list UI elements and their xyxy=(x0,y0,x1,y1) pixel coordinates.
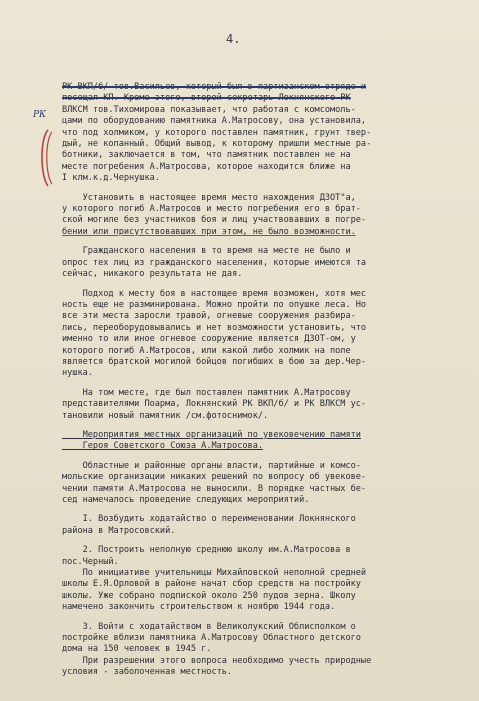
paragraph-gap xyxy=(62,380,466,388)
text-line: школы Е.Я.Орловой в районе начат сбор средств на постройку xyxy=(62,579,361,590)
page-number: 4. xyxy=(226,32,241,46)
text-line: Установить в настоящее время место нахождения ДЗОТ"а, xyxy=(62,192,356,203)
paragraph-gap xyxy=(62,422,466,430)
text-line: района в Матросовский. xyxy=(62,525,176,536)
text-line: I клм.к.д.Чернушка. xyxy=(62,173,160,184)
text-line: является братской могилой бойцов погибших в бою за дер.Чер- xyxy=(62,356,367,367)
text-line: При разрешении этого вопроса необходимо учесть природные xyxy=(62,655,372,666)
paragraph xyxy=(62,545,466,613)
text-line: 3. Войти с ходатайством в Великолукский Облисполком о xyxy=(62,621,356,632)
paragraph xyxy=(62,622,466,679)
text-line: цами по оборудованию памятника А.Матросову, она установила, xyxy=(62,116,367,127)
paragraph xyxy=(62,246,466,280)
margin-bracket-mark xyxy=(34,128,54,188)
paragraph xyxy=(62,193,466,239)
text-line: 2. Построить неполную среднюю школу им.А.Матросова в xyxy=(62,545,351,556)
text-line: ность еще не разминирована. Можно пройти по опушке леса. Но xyxy=(62,299,367,310)
text-line: постройке вблизи памятника А.Матросову Областного детского xyxy=(62,633,361,644)
text-line: мольские организации никаких решений по вопросу об увекове- xyxy=(62,472,367,483)
text-line: Подход к месту боя в настоящее время возможен, хотя мес xyxy=(62,288,367,299)
paragraph-gap xyxy=(62,281,466,289)
text-line: На том месте, где был поставлен памятник А.Матросову xyxy=(62,387,351,398)
paragraph xyxy=(62,514,466,537)
text-line: I. Возбудить ходатайство о переименовании Локнянского xyxy=(62,514,356,525)
text-line: именно то или иное огневое сооружение является ДЗОТ-ом, у xyxy=(62,334,356,345)
text-line: школы. Уже собрано подпиской около 250 пудов зерна. Школу xyxy=(62,590,356,601)
paragraph xyxy=(62,461,466,507)
text-line: дома на 150 человек в 1945 г. xyxy=(62,644,212,655)
text-line: посещал КП. Кроме этого, второй секретарь Локнянского РК xyxy=(62,93,351,104)
paragraph-gap xyxy=(62,537,466,545)
text-line: что под холмиком, у которого поставлен памятник, грунт твер- xyxy=(62,127,372,138)
text-line: которого погиб А.Матросов, или какой либо холмик на поле xyxy=(62,345,351,356)
document-body xyxy=(62,82,466,679)
text-line: бении или присутствовавших при этом, не было возможности. xyxy=(62,226,356,237)
paragraph xyxy=(62,388,466,422)
text-line: лись, переоборудовывались и нет возможности установить, что xyxy=(62,322,367,333)
text-line: Областные и районные органы власти, партийные и комсо- xyxy=(62,460,361,471)
margin-note: РК xyxy=(33,110,47,120)
text-line: представителями Поарма, Локнянский РК ВКП/б/ и РК ВЛКСМ ус- xyxy=(62,399,367,410)
text-line: дый, не копанный. Общий вывод, к которому пришли местные ра- xyxy=(62,139,372,150)
text-line: условия - заболоченная местность. xyxy=(62,667,233,678)
text-line: тановили новый памятник /см.фотоснимок/. xyxy=(62,410,269,421)
text-line: сед намечалось проведение следующих мероприятий. xyxy=(62,495,310,505)
paragraph xyxy=(62,289,466,380)
text-line: месте погребения А.Матросова, которое находится ближе на xyxy=(62,161,351,172)
paragraph-gap xyxy=(62,614,466,622)
text-line: у которого погиб А.Матросов и место погребения его в брат- xyxy=(62,204,361,215)
text-line: пос.Черный. xyxy=(62,556,119,567)
paragraph xyxy=(62,430,466,453)
text-line: сейчас, никакого результата не дая. xyxy=(62,269,243,280)
text-line: ской могиле без участников боя и лиц участвовавших в погре- xyxy=(62,215,367,226)
text-line: ботники, заключается в том, что памятник поставлен не на xyxy=(62,150,351,161)
text-line: нушка. xyxy=(62,368,93,379)
text-line: Мероприятия местных организаций по увековечению памяти xyxy=(62,429,361,440)
text-line: чении памяти А.Матросова не выносили. В порядке частных бе- xyxy=(62,483,367,494)
text-line: РК ВКП/б/ тов.Васильев, который был в партизанском отряде и xyxy=(62,82,367,92)
text-line: все эти места заросли травой, огневые сооружения разбира- xyxy=(62,311,356,322)
paragraph-gap xyxy=(62,453,466,461)
text-line: ВЛКСМ тов.Тихомирова показывает, что работая с комсомоль- xyxy=(62,104,356,115)
text-line: опрос тех лиц из гражданского населения, которые имеются та xyxy=(62,257,367,268)
paragraph xyxy=(62,82,466,185)
text-line: По инициативе учительницы Михайловской неполной средней xyxy=(62,568,367,579)
text-line: намечено закончить строительством к ноябрю 1944 года. xyxy=(62,602,336,613)
text-line: Гражданского населения в то время на месте не было и xyxy=(62,246,351,257)
text-line: Героя Советского Союза А.Матросова. xyxy=(62,441,264,452)
paragraph-gap xyxy=(62,185,466,193)
